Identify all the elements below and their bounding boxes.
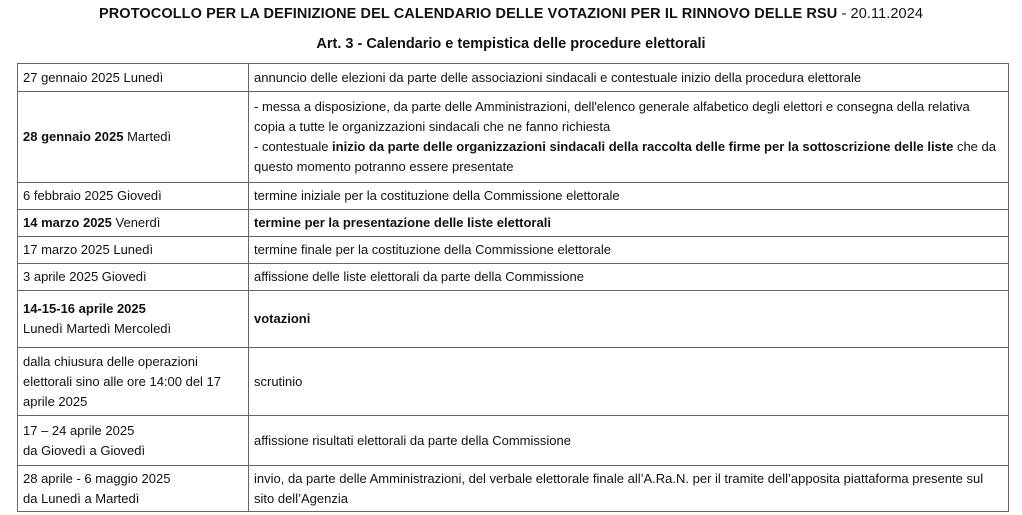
description-paragraph <box>254 240 1003 260</box>
document-title-separator: - <box>837 6 851 22</box>
calendar-row <box>18 237 1009 264</box>
description-cell <box>249 264 1009 291</box>
calendar-row <box>18 183 1009 210</box>
date-cell <box>18 64 249 92</box>
calendar-row <box>18 210 1009 237</box>
description-bold-text: termine per la presentazione delle liste elettorali <box>254 215 551 230</box>
description-text: invio, da parte delle Amministrazioni, del verbale elettorale finale all’A.Ra.N. per il tramite dell’apposita piattaforma presente sul sito dell’Agenzia <box>254 470 984 506</box>
calendar-table-body <box>18 64 1009 512</box>
description-text: annuncio delle elezioni da parte delle associazioni sindacali e contestuale inizio della procedura elettorale <box>254 69 862 85</box>
description-text: affissione delle liste elettorali da parte della Commissione <box>254 269 584 284</box>
description-cell <box>249 348 1009 416</box>
description-text: affissione risultati elettorali da parte della Commissione <box>254 432 571 448</box>
description-cell <box>249 183 1009 210</box>
description-cell <box>249 416 1009 466</box>
date-cell <box>18 348 249 416</box>
calendar-row <box>18 348 1009 416</box>
description-text: termine finale per la costituzione della Commissione elettorale <box>254 242 611 257</box>
date-text: 17 – 24 aprile 2025 <box>23 422 135 438</box>
date-bold-text: 14 marzo 2025 <box>23 215 112 230</box>
document-title-text: PROTOCOLLO PER LA DEFINIZIONE DEL CALENDARIO DELLE VOTAZIONI PER IL RINNOVO DELLE RSU <box>98 6 838 22</box>
description-paragraph <box>254 68 1003 88</box>
article-heading: Art. 3 - Calendario e tempistica delle procedure elettorali <box>316 36 706 52</box>
description-paragraph <box>254 372 1003 392</box>
description-text: termine iniziale per la costituzione della Commissione elettorale <box>254 188 620 203</box>
calendar-row <box>18 264 1009 291</box>
date-bold-text: 14-15-16 aprile 2025 <box>23 301 146 316</box>
description-cell <box>249 237 1009 264</box>
calendar-row <box>18 466 1009 512</box>
date-cell <box>18 466 249 512</box>
description-cell <box>249 210 1009 237</box>
calendar-row <box>18 64 1009 92</box>
description-paragraph <box>254 431 1003 451</box>
date-text: Lunedì Martedì Mercoledì <box>23 321 172 336</box>
description-paragraph <box>254 137 1003 177</box>
date-cell <box>18 264 249 291</box>
document-title <box>0 6 1022 22</box>
document-date: 20.11.2024 <box>850 6 924 22</box>
date-text: da Giovedì a Giovedì <box>23 442 146 458</box>
date-text: Venerdì <box>111 215 161 230</box>
description-cell <box>249 92 1009 183</box>
description-paragraph <box>254 213 1003 233</box>
date-cell <box>18 92 249 183</box>
date-cell <box>18 416 249 466</box>
date-bold-text: 28 gennaio 2025 <box>23 129 124 144</box>
description-cell <box>249 466 1009 512</box>
description-paragraph <box>254 186 1003 206</box>
description-bold-text: inizio da parte delle organizzazioni sindacali della raccolta delle firme per la sottoscrizione delle liste <box>332 139 954 154</box>
calendar-row <box>18 291 1009 348</box>
date-cell <box>18 210 249 237</box>
date-text: 6 febbraio 2025 Giovedì <box>23 188 162 203</box>
description-text: scrutinio <box>254 373 303 389</box>
date-text: 17 marzo 2025 Lunedì <box>23 242 154 257</box>
date-text: dalla chiusura delle operazioni elettorali sino alle ore 14:00 del 17 aprile 2025 <box>23 353 222 409</box>
description-paragraph <box>254 469 1003 509</box>
date-cell <box>18 183 249 210</box>
election-calendar-table <box>17 63 1009 512</box>
description-text: che da questo momento potranno essere presentate <box>254 139 996 174</box>
date-text: 3 aprile 2025 Giovedì <box>23 269 147 284</box>
description-cell <box>249 291 1009 348</box>
calendar-row <box>18 92 1009 183</box>
description-paragraph <box>254 309 1003 329</box>
date-text: da Lunedì a Martedì <box>23 490 140 506</box>
description-text: - messa a disposizione, da parte delle Amministrazioni, dell'elenco generale alfabetico degli elettori e consegna della relativa copia a tutte le organizzazioni sindacali che ne fanno richiesta <box>254 99 970 134</box>
description-bold-text: votazioni <box>254 311 311 326</box>
date-cell <box>18 291 249 348</box>
date-text: 28 aprile - 6 maggio 2025 <box>23 470 171 486</box>
date-cell <box>18 237 249 264</box>
date-text: 27 gennaio 2025 Lunedì <box>23 69 164 85</box>
description-paragraph <box>254 97 1003 137</box>
description-paragraph <box>254 267 1003 287</box>
calendar-row <box>18 416 1009 466</box>
description-cell <box>249 64 1009 92</box>
date-text: Martedì <box>123 129 172 144</box>
description-text: - contestuale <box>254 139 333 154</box>
